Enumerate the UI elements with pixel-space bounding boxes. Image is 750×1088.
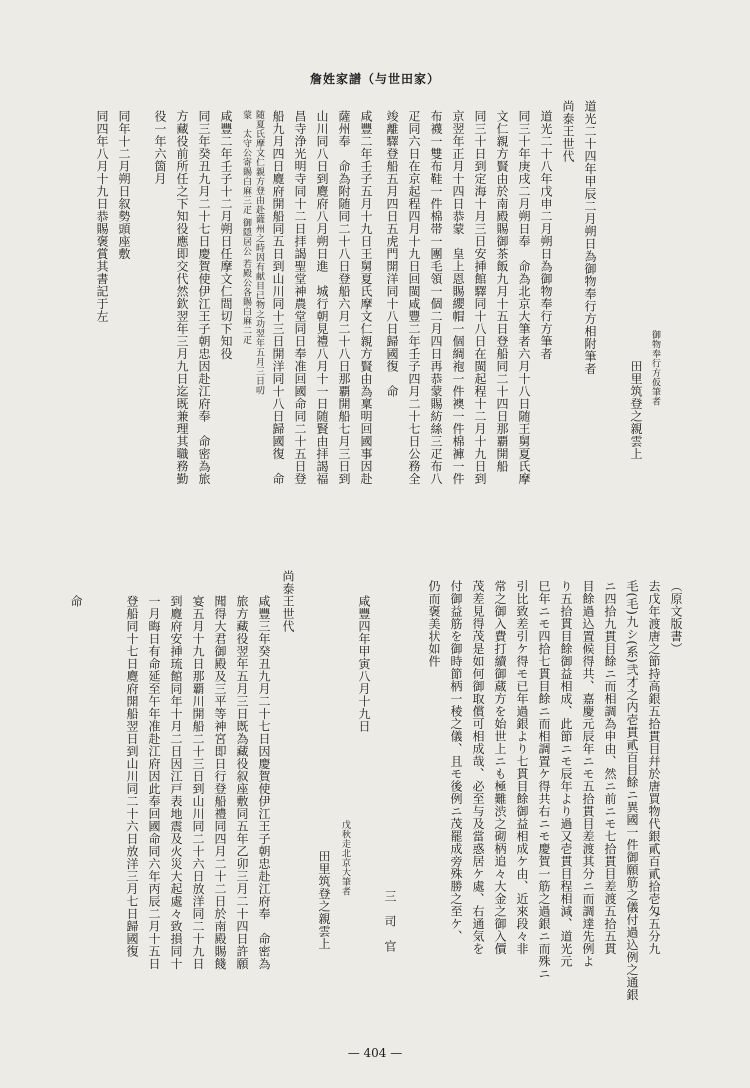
text-column: 咸豐三年癸丑九月二十七日因慶賀使伊江王子朝忠赴江府奉 命密為	[257, 595, 271, 970]
text-column: 命	[69, 595, 83, 608]
text-column: 引比致差引ケ得モ已年過銀より七貫目餘御益相成ケ由、近來段々非	[515, 580, 529, 955]
text-column: 付御益筋を御時節柄一稜之儀、且モ後例ニ茂罷成旁殊勝之至ケ、	[449, 580, 463, 943]
source-note: （原文版書）	[669, 580, 683, 655]
text-column: 尚泰王世代	[561, 100, 575, 163]
text-column: 京翌年正月十四日恭蒙 皇上恩賜纓帽一個綢袍一件襖一件棉褲一件	[451, 110, 465, 485]
text-column: 登船同十七日麑府開船翌日到山川同二十六日放洋三月七日歸國復	[125, 595, 139, 958]
text-column: り五拾貫目餘御益相成、此節ニモ辰年より過又壱貫目程相減、道光元	[559, 580, 573, 968]
signatory: 三 司 官	[383, 890, 397, 953]
text-column: 常之御入費打續御蔵方を始世上ニも極難渋之砌柄追々大金之御入價	[493, 580, 507, 955]
text-column: 同三十年庚戌二月朔日奉 命為北京大筆者六月十八日随王舅夏氏摩	[517, 110, 531, 485]
text-column: 昌寺浄光明寺同十二日拝謁聖堂神農堂同日奉准回國命同二十五日登	[293, 110, 307, 485]
text-column: 目餘過込置候得共、嘉慶元辰年ニモ五拾貫目差渡其分ニ而調達先例よ	[581, 580, 595, 968]
text-column: 布襪一雙布鞋一件棉帯一團毛領一個二月四日再恭蒙賜紡絲三疋布八	[429, 110, 443, 485]
text-column: 一月晦日有命延至午年准赴江府因此奉回國命同六年丙辰二月十五日	[147, 595, 161, 970]
page-header-title: 詹姓家譜（与世田家）	[309, 72, 440, 86]
text-column: 同三年癸丑九月二十七日慶賀使伊江王子朝忠因赴江府奉 命密為旅	[197, 110, 211, 485]
author-name: 田里筑登之親雲上	[317, 850, 331, 950]
text-column: 道光二十八年戊申二月朔日為御物奉行方筆者	[539, 110, 553, 360]
text-column: 文仁親方賢由於南殿賜御茶飯九月十五日登船同二十四日那覇開船	[495, 110, 509, 473]
text-column: 山川同八日到麑府八月朔日進 城行朝見禮八月十一日随賢由拝謁福	[315, 110, 329, 485]
author-office: 戊秋走北京大筆者	[340, 820, 350, 896]
text-column: 同三十日到定海十月三日安挿館驛同十八日在閩起程十二月十九日到	[473, 110, 487, 485]
text-column: 聞得大君御殿及三平等神宮即日行登船禮同四月二十二日於南殿賜餞	[213, 595, 227, 970]
text-column: 竣離驛登船五月四日五虎門開洋同十八日歸國復 命	[385, 110, 399, 398]
text-column: ニ四拾九貫目餘ニ而相調為申由、然ニ前ニモ七拾貫目差渡五拾五貫	[603, 580, 617, 955]
text-column: 咸豐二年壬子十二月朔日任摩文仁間切下知役	[219, 110, 233, 360]
text-column: 毛(毛)九シ(系)弐才之内壱貫貳百目餘ニ異國一件御願筋之儀付過込例之通銀	[625, 580, 639, 1001]
text-column: 同年十二月朔日叙勢頭座敷	[117, 110, 131, 260]
page-number: — 404 —	[347, 1046, 403, 1060]
text-column: 同四年八月十九日恭賜褒賞其書記于左	[95, 110, 109, 323]
author-name: 田里筑登之親雲上	[629, 360, 643, 460]
office-title: 御物奉行方仮筆者	[650, 330, 660, 406]
text-column: 咸豐二年壬子五月十九日王舅夏氏摩文仁親方賢由為稟明回國事因赴	[359, 110, 373, 485]
text-column: 旅方藏役翌年五月三日既為藏役叙座敷同五年乙卯三月二十四日許願	[235, 595, 249, 970]
text-column: 去戊年渡唐之節持高銀五拾貫目幷於唐買物代銀貳百貳拾壱匁五分九	[647, 580, 661, 955]
text-column: 方藏役前所任之下知役應即交代然欽翌年三月九日迄既兼理其職務勤	[175, 110, 189, 485]
text-column-note: 随夏氏摩文仁親方登由赴薩州之時因有献目已物之功翌年五月三日叨	[254, 110, 264, 395]
text-column: 船九月四日麑府開船同五日到山川同十三日開洋同十八日歸國復 命	[271, 110, 285, 485]
text-column: 尚泰王世代	[281, 570, 295, 633]
text-column: 到麑府安挿琉館同年十月二日因江戸表地震及火災大起處々致損同十	[169, 595, 183, 970]
text-column: 疋同六日在京起程四月十九日回閩咸豐二年壬子四月二十七日公務全	[407, 110, 421, 485]
text-column: 巳年ニモ四拾七貫目餘ニ而相調置ケ得共右ニモ慶賀一筋之過銀ニ而殊ニ	[537, 580, 551, 980]
text-column: 道光二十四年甲辰二月朔日為御物奉行方相附筆者	[583, 100, 597, 375]
text-column: 宴五月十九日那覇川開船二十三日到山川同二十六日放洋同二十九日	[191, 595, 205, 970]
text-column: 仍而褒美状如件	[427, 580, 441, 668]
date-column: 咸豐四年甲寅八月十九日	[357, 595, 371, 733]
text-column: 茂差見得茂是如何御取償可相成哉、必至与及當惑居ケ處、右通気を	[471, 580, 485, 955]
text-column-note: 蒙 太守公寄賜白麻三疋 御隠居公 若殿公各賜白麻二疋	[241, 110, 251, 345]
text-column: 薩州奉 命為附随同二十八日登船六月二十八日那覇開船七月三日到	[337, 110, 351, 485]
text-column: 役一年六箇月	[153, 110, 167, 185]
